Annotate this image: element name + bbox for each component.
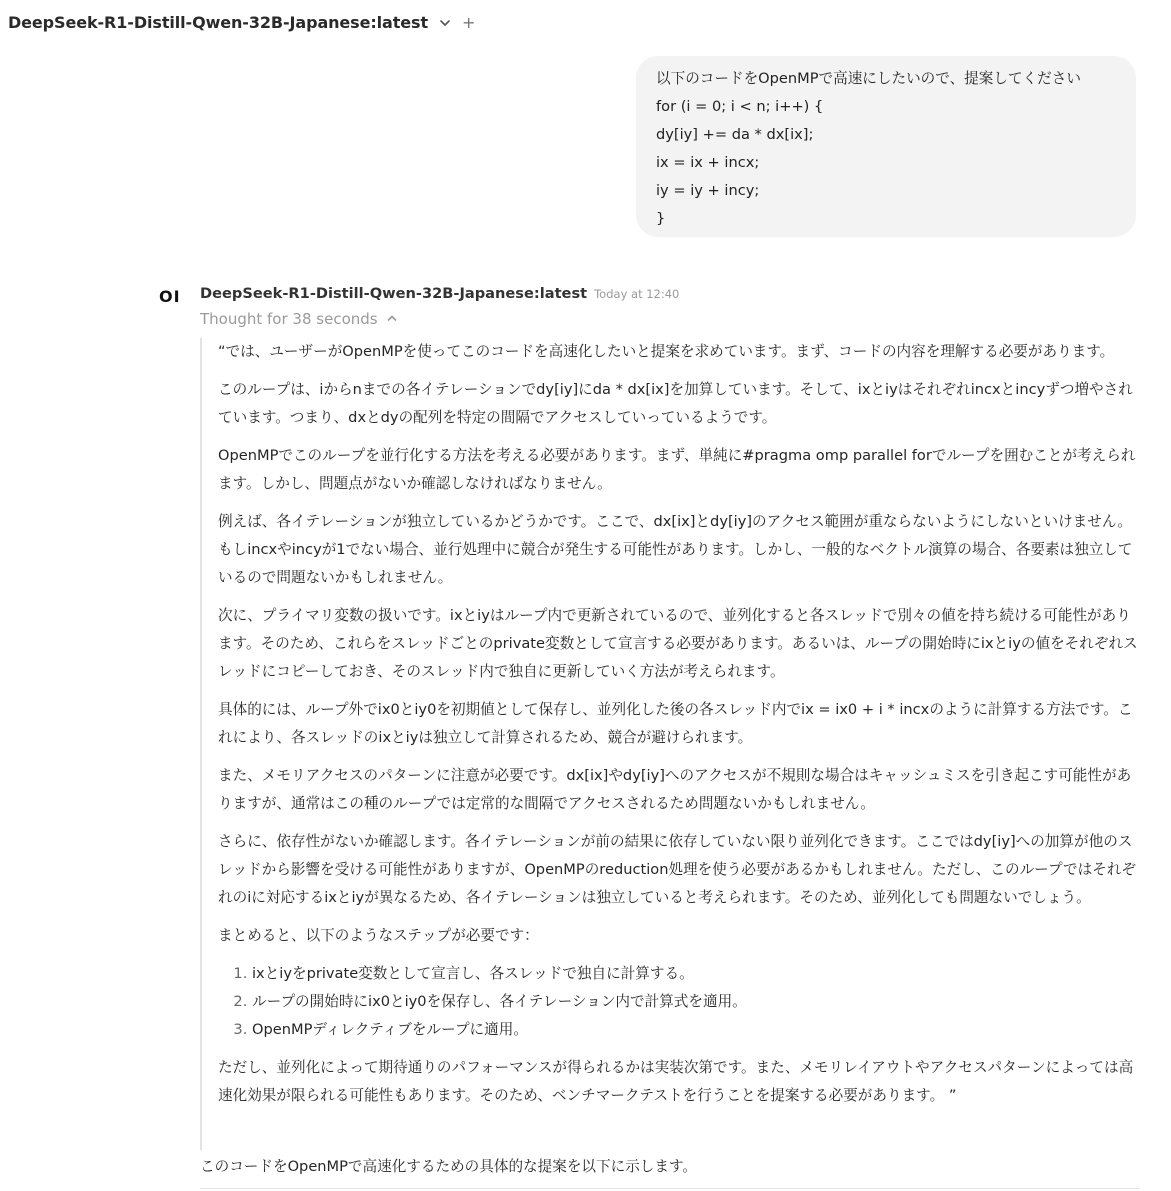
add-model-icon[interactable]: + <box>462 12 476 32</box>
top-bar <box>8 10 475 34</box>
user-message-line: ix = ix + incx; <box>656 154 760 171</box>
user-message-bubble <box>636 56 1136 237</box>
model-selector[interactable]: DeepSeek-R1-Distill-Qwen-32B-Japanese:latest <box>8 12 429 32</box>
divider <box>200 1188 1140 1189</box>
list-item: 1. ixとiyをprivate変数として宣言し、各スレッドで独自に計算する。 <box>252 960 1140 988</box>
thought-paragraph: ただし、並列化によって期待通りのパフォーマンスが得られるかは実装次第です。また、メモリレイアウトやアクセスパターンによっては高速化効果が限られる可能性もあります。そのため、ベンチマークテストを行うことを提案する必要があります。 ” <box>218 1059 1134 1104</box>
thought-paragraph: このループは、iからnまでの各イテレーションでdy[iy]にda * dx[ix]を加算しています。そして、ixとiyはそれぞれincxとincyずつ増やされています。つまり、dxとdyの配列を特定の間隔でアクセスしていっているようです。 <box>218 381 1133 426</box>
list-item: 3. OpenMPディレクティブをループに適用。 <box>252 1016 1140 1044</box>
thought-paragraph: 次に、プライマリ変数の扱いです。ixとiyはループ内で更新されているので、並列化すると各スレッドで別々の値を持ち続ける可能性があります。そのため、これらをスレッドごとのprivate変数として宣言する必要があります。あるいは、ループの開始時にixとiyの値をそれぞれスレッドにコピーしておき、そのスレッド内で独自に更新していく方法が考えられます。 <box>218 607 1138 680</box>
list-item: 2. ループの開始時にix0とiy0を保存し、各イテレーション内で計算式を適用。 <box>252 988 1140 1016</box>
thought-paragraph: OpenMPでこのループを並行化する方法を考える必要があります。まず、単純に#pragma omp parallel forでループを囲むことが考えられます。しかし、問題点がないか確認しなければなりません。 <box>218 447 1136 492</box>
thought-paragraph: 例えば、各イテレーションが独立しているかどうかです。ここで、dx[ix]とdy[iy]のアクセス範囲が重ならないようにしないといけません。もしincxやincyが1でない場合、並行処理中に競合が発生する可能性があります。しかし、一般的なベクトル演算の場合、各要素は独立しているので問題ないかもしれません。 <box>218 513 1133 586</box>
assistant-model-name: DeepSeek-R1-Distill-Qwen-32B-Japanese:latest <box>200 285 588 302</box>
thought-label: Thought for 38 seconds <box>200 310 378 328</box>
thought-paragraph: また、メモリアクセスのパターンに注意が必要です。dx[ix]やdy[iy]へのアクセスが不規則な場合はキャッシュミスを引き起こす可能性がありますが、通常はこの種のループでは定常的な間隔でアクセスされるため問題ないかもしれません。 <box>218 767 1132 812</box>
thought-toggle[interactable] <box>200 310 398 328</box>
assistant-header <box>200 285 679 302</box>
chevron-up-icon <box>386 310 398 328</box>
assistant-avatar: OI <box>159 287 181 306</box>
answer-intro: このコードをOpenMPで高速化するための具体的な提案を以下に示します。 <box>200 1158 698 1175</box>
chevron-down-icon[interactable] <box>438 15 452 29</box>
thought-paragraph: “では、ユーザーがOpenMPを使ってこのコードを高速化したいと提案を求めています。まず、コードの内容を理解する必要があります。 <box>218 343 1115 360</box>
thought-paragraph: 具体的には、ループ外でix0とiy0を初期値として保存し、並列化した後の各スレッド内でix = ix0 + i * incxのように計算する方法です。これにより、各スレッドのixとiyは独立して計算されるため、競合が避けられます。 <box>218 701 1133 746</box>
user-message-line: iy = iy + incy; <box>656 182 760 199</box>
user-message-line: dy[iy] += da * dx[ix]; <box>656 126 814 143</box>
thought-paragraph: まとめると、以下のようなステップが必要です： <box>218 927 539 944</box>
message-timestamp: Today at 12:40 <box>594 287 680 301</box>
thought-paragraph: さらに、依存性がないか確認します。各イテレーションが前の結果に依存していない限り並列化できます。ここではdy[iy]への加算が他のスレッドから影響を受ける可能性がありますが、OpenMPのreduction処理を使う必要があるかもしれません。ただし、このループではそれぞれのiに対応するixとiyが異なるため、各イテレーションは独立していると考えられます。そのため、並列化しても問題ないでしょう。 <box>218 833 1137 906</box>
user-message-line: for (i = 0; i < n; i++) { <box>656 98 824 115</box>
user-message-line: } <box>656 210 666 227</box>
thought-content <box>200 338 1140 1150</box>
steps-list <box>218 960 1140 1044</box>
user-message-line: 以下のコードをOpenMPで高速にしたいので、提案してください <box>656 70 1081 87</box>
